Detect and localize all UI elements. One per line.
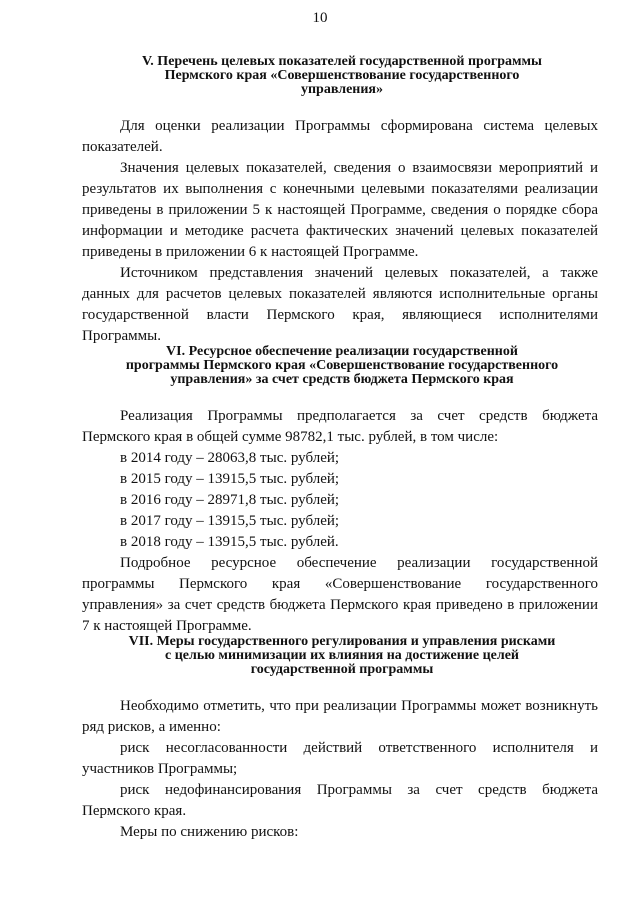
page-number: 10 [312,10,328,26]
heading-line: VII. Меры государственного регулирования и управления рисками [128,634,556,649]
paragraph: Значения целевых показателей, сведения о взаимосвязи мероприятий и результатов их выполнения с конечными целевыми показателями реализации приведены в приложении 5 к настоящей Программе, сведения о порядке сбора информации и методике расчета фактических значений целевых показателей приведены в приложении 6 к настоящей Программе. [82,160,598,260]
heading-line: V. Перечень целевых показателей государственной программы [142,54,542,69]
list-item: в 2017 году – 13915,5 тыс. рублей; [120,513,340,529]
list-item: в 2018 году – 13915,5 тыс. рублей. [120,534,339,550]
heading-line: государственной программы [250,662,434,677]
heading-line: управления» за счет средств бюджета Пермского края [170,372,514,387]
section-7-heading [78,635,606,677]
paragraph: риск несогласованности действий ответственного исполнителя и участников Программы; [82,740,598,777]
heading-line: Пермского края «Совершенствование государственного [164,68,520,83]
paragraph: Необходимо отметить, что при реализации Программы может возникнуть ряд рисков, а именно: [82,698,598,735]
section-5-heading [78,55,606,97]
heading-line: управления» [300,82,383,97]
paragraph: Для оценки реализации Программы сформирована система целевых показателей. [82,118,598,155]
paragraph: Реализация Программы предполагается за счет средств бюджета Пермского края в общей сумме 98782,1 тыс. рублей, в том числе: [82,408,598,445]
heading-line: программы Пермского края «Совершенствование государственного [125,358,559,373]
paragraph: Меры по снижению рисков: [120,824,299,840]
paragraph: Источником представления значений целевых показателей, а также данных для расчетов целевых показателей являются исполнительные органы государственной власти Пермского края, являющиеся исполнителями Программы. [82,265,598,344]
heading-line: VI. Ресурсное обеспечение реализации государственной [166,344,518,359]
paragraph: риск недофинансирования Программы за счет средств бюджета Пермского края. [82,782,598,819]
list-item: в 2016 году – 28971,8 тыс. рублей; [120,492,340,508]
heading-line: с целью минимизации их влияния на достижение целей [164,648,519,663]
section-6-heading [78,345,606,387]
paragraph: Подробное ресурсное обеспечение реализации государственной программы Пермского края «Совершенствование государственного управления» за счет средств бюджета Пермского края приведено в приложении 7 к настоящей Программе. [82,555,598,634]
list-item: в 2014 году – 28063,8 тыс. рублей; [120,450,340,466]
list-item: в 2015 году – 13915,5 тыс. рублей; [120,471,340,487]
